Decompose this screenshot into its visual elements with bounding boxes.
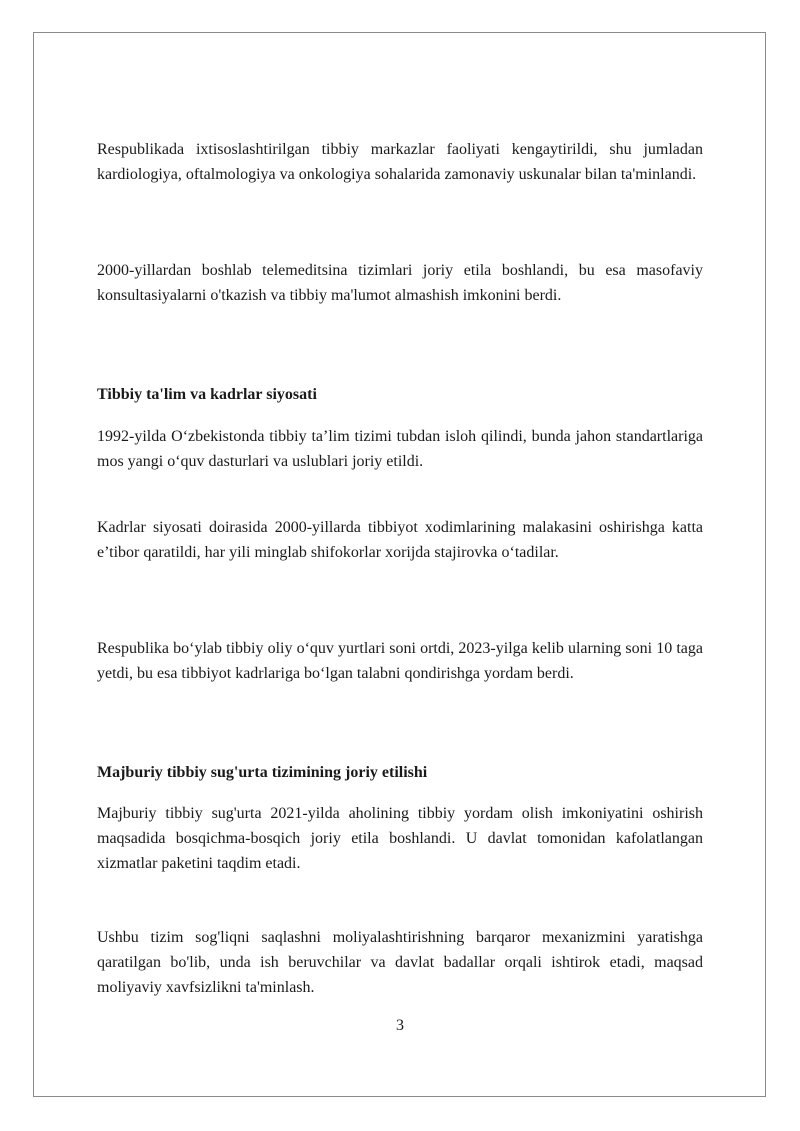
page-number: 3	[396, 1017, 404, 1034]
paragraph-personnel-policy: Kadrlar siyosati doirasida 2000-yillarda tibbiyot xodimlarining malakasini oshirishga katta e’tibor qaratildi, har yili minglab shifokorlar xorijda stajirovka o‘tadilar.	[97, 519, 703, 561]
heading-medical-education: Tibbiy ta'lim va kadrlar siyosati	[97, 386, 317, 403]
paragraph-universities: Respublika bo‘ylab tibbiy oliy o‘quv yurtlari soni ortdi, 2023-yilga kelib ularning soni 10 taga yetdi, bu esa tibbiyot kadrlariga bo‘lgan talabni qondirishga yordam berdi.	[97, 640, 703, 682]
paragraph-insurance-financing: Ushbu tizim sog'liqni saqlashni moliyalashtirishning barqaror mexanizmini yaratishga qaratilgan bo'lib, unda ish beruvchilar va davlat badallar orqali ishtirok etadi, maqsad moliyaviy xavfsizlikni ta'minlash.	[97, 929, 703, 996]
paragraph-insurance-introduction: Majburiy tibbiy sug'urta 2021-yilda aholining tibbiy yordam olish imkoniyatini oshirish maqsadida bosqichma-bosqich joriy etila boshlandi. U davlat tomonidan kafolatlangan xizmatlar paketini taqdim etadi.	[97, 805, 703, 872]
heading-health-insurance: Majburiy tibbiy sug'urta tizimining joriy etilishi	[97, 764, 428, 781]
paragraph-specialized-centers: Respublikada ixtisoslashtirilgan tibbiy markazlar faoliyati kengaytirildi, shu jumladan kardiologiya, oftalmologiya va onkologiya sohalarida zamonaviy uskunalar bilan ta'minlandi.	[97, 141, 703, 183]
paragraph-education-reform: 1992-yilda O‘zbekistonda tibbiy ta’lim tizimi tubdan isloh qilindi, bunda jahon standartlariga mos yangi o‘quv dasturlari va uslublari joriy etildi.	[97, 428, 703, 470]
paragraph-telemedicine: 2000-yillardan boshlab telemeditsina tizimlari joriy etila boshlandi, bu esa masofaviy konsultasiyalarni o'tkazish va tibbiy ma'lumot almashish imkonini berdi.	[97, 262, 703, 304]
